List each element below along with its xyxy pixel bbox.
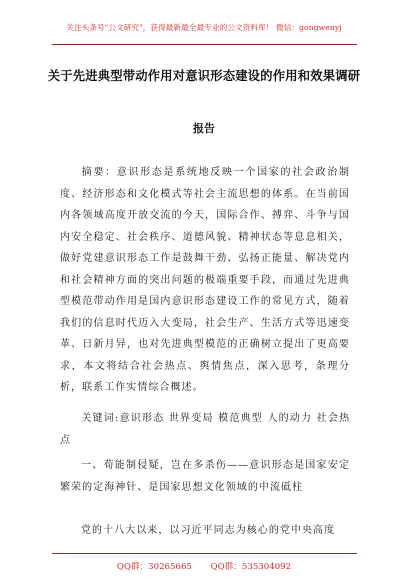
footer-divider — [52, 553, 357, 554]
section-heading-1-text: 一、荀能制侵疑，岂在多杀伤——意识形态是国家安定繁荣的定海神针、是国家思想文化领域的中流砥柱 — [60, 460, 350, 493]
keywords-paragraph — [60, 408, 350, 451]
footer — [0, 560, 408, 572]
section-heading-1 — [60, 455, 350, 498]
section-paragraph-1 — [60, 520, 350, 542]
keywords-text: 关键词:意识形态 世界变局 模范典型 人的动力 社会热点 — [60, 413, 350, 446]
abstract-paragraph — [60, 162, 350, 399]
footer-qq-group-2: QQ群：535304092 — [210, 562, 292, 572]
document-title: 关于先进典型带动作用对意识形态建设的作用和效果调研 — [47, 68, 361, 83]
header-notice: 关注头条号"公文研究"，获得最新最全最专业的公文资料库！ 微信：gongwenyj — [66, 23, 342, 32]
abstract-text: 摘要：意识形态是系统地反映一个国家的社会政治制度、经济形态和文化模式等社会主流思想的体系。在当前国内各领域高度开放交流的今天，国际合作、搏弈、斗争与国内安全稳定、社会秩序、道德风貌、精神状态等息息相关，做好党建意识形态工作是鼓舞干劲、弘扬正能量、解决党内和社会精神方面的突出问题的极端重要手段，而通过先进典型模范带动作用是国内意识形态建设工作的常见方式，随着我们的信息时代迈入大变局，社会生产、生活方式等迅速变革、日新月异，也对先进典型模范的正确树立提出了更高要求，本文将结合社会热点、舆情焦点，深入思考，条理分析，联系工作实情综合概述。 — [60, 167, 350, 393]
footer-qq-group-1: QQ群：30265665 — [116, 562, 192, 572]
document-subtitle: 报告 — [193, 122, 215, 135]
section-paragraph-1-text: 党的十八大以来，以习近平同志为核心的党中央高度 — [81, 525, 336, 536]
header-divider — [52, 44, 357, 45]
